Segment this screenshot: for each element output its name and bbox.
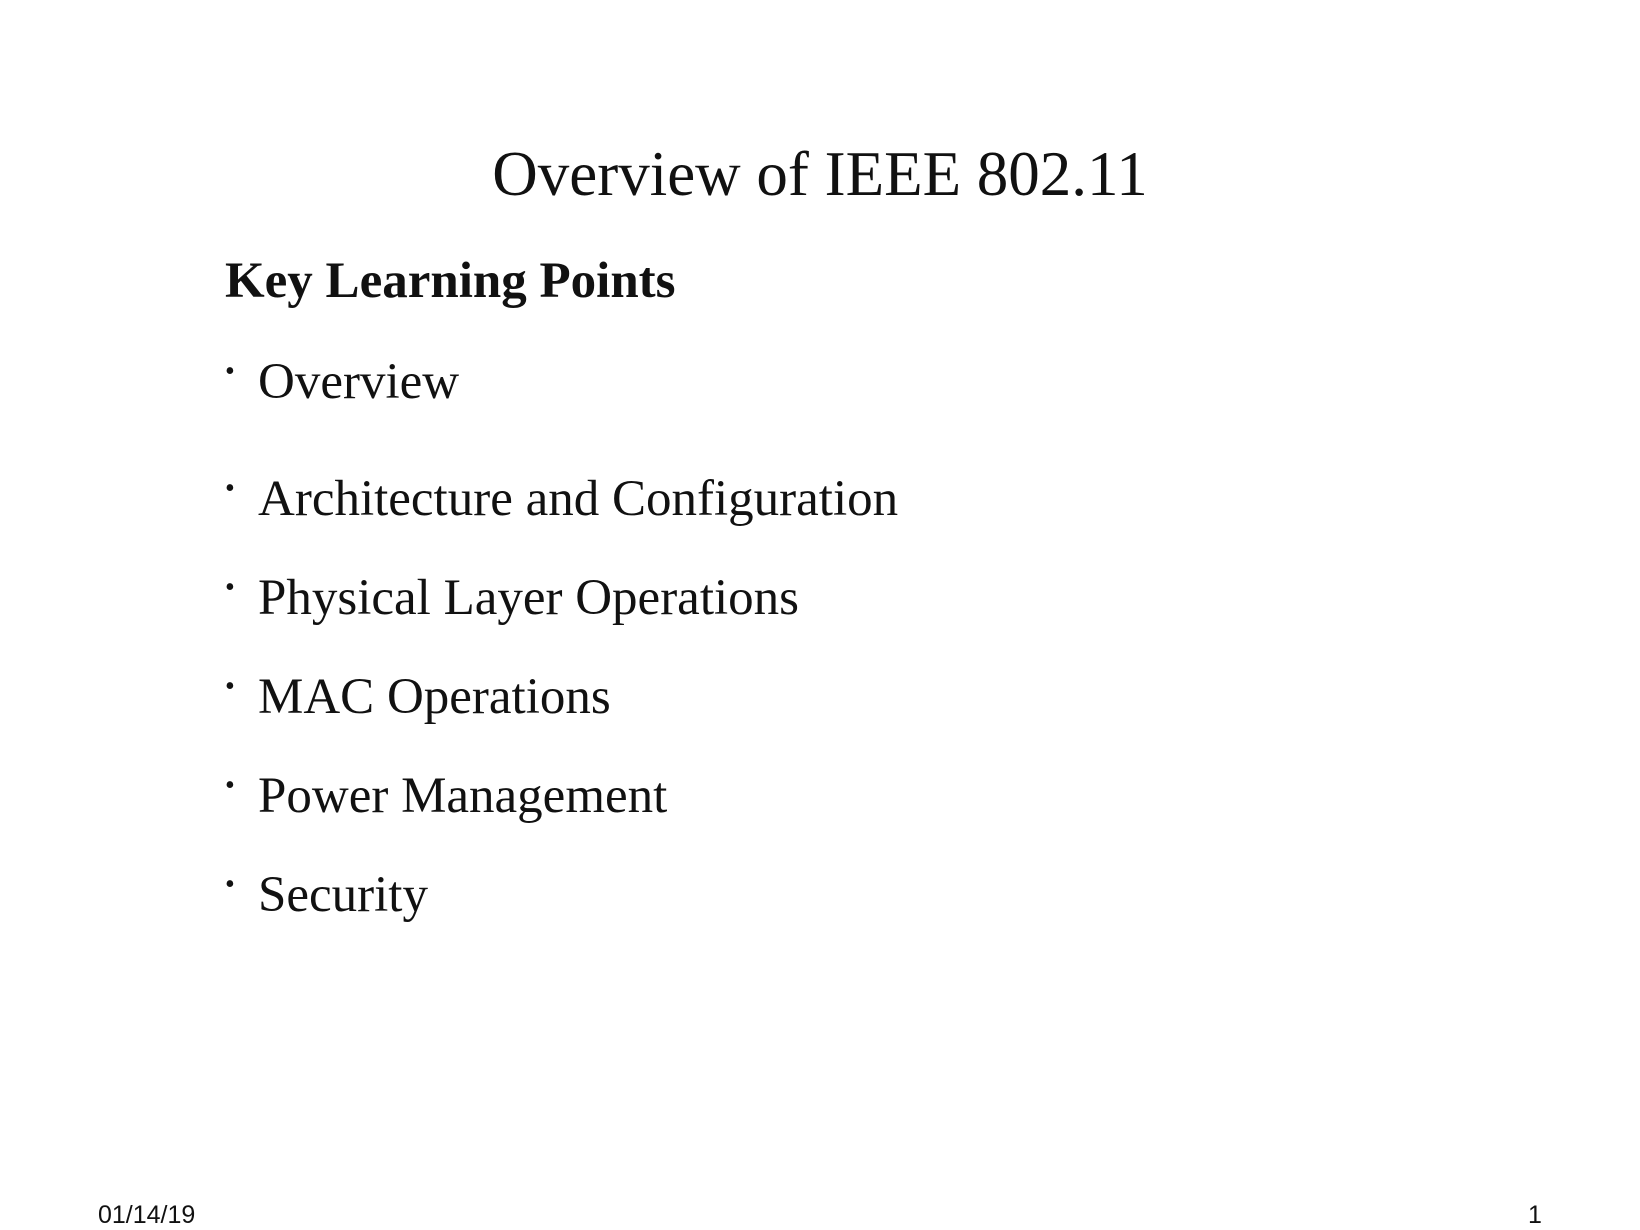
bullet-list [225, 350, 898, 944]
bullet-text: Security [258, 866, 428, 923]
bullet-text: Architecture and Configuration [258, 470, 899, 527]
bullet-text: Overview [258, 354, 460, 410]
bullet-icon: • [225, 769, 235, 801]
list-item [225, 350, 898, 414]
bullet-icon: • [225, 472, 235, 504]
bullet-icon: • [225, 356, 235, 387]
bullet-icon: • [225, 868, 235, 900]
slide-subtitle: Key Learning Points [225, 253, 676, 309]
list-item [225, 746, 898, 845]
bullet-text: MAC Operations [258, 668, 611, 725]
list-item [225, 845, 898, 944]
bullet-text: Physical Layer Operations [258, 569, 800, 626]
list-item [225, 548, 898, 647]
list-item [225, 647, 898, 746]
page-number: 1 [1528, 1201, 1542, 1229]
bullet-icon: • [225, 670, 235, 702]
list-item [225, 449, 898, 548]
bullet-icon: • [225, 571, 235, 603]
footer-date: 01/14/19 [98, 1201, 196, 1229]
bullet-text: Power Management [258, 767, 668, 824]
slide-title: Overview of IEEE 802.11 [492, 139, 1148, 209]
